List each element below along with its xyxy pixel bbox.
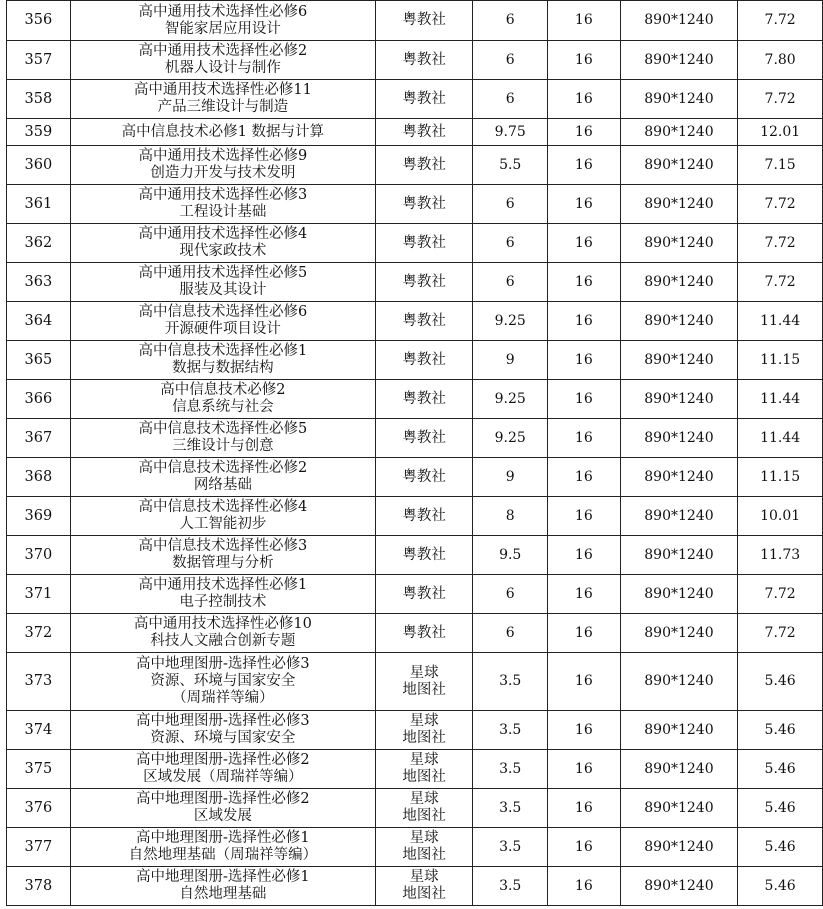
publisher-line: 粤教社 [402, 468, 446, 485]
book-title [70, 146, 375, 185]
row-number: 358 [7, 80, 71, 119]
publisher-line: 星球 [409, 713, 439, 729]
price: 11.44 [738, 302, 823, 341]
table-row [7, 828, 823, 867]
publisher-line: 粤教社 [402, 624, 446, 641]
price: 7.80 [738, 41, 823, 80]
book-title [70, 224, 375, 263]
table-row [7, 789, 823, 828]
book-title-line: 高中地理图册-选择性必修3 [136, 656, 310, 672]
row-number: 363 [7, 263, 71, 302]
format: 16 [548, 341, 621, 380]
paper-size: 890*1240 [620, 41, 738, 80]
publisher-line: 星球 [409, 869, 439, 885]
book-title-line: 数据与数据结构 [172, 360, 274, 376]
table-row [7, 419, 823, 458]
publisher-line: 粤教社 [402, 51, 446, 68]
book-title-line: 高中通用技术选择性必修4 [138, 226, 308, 242]
paper-size: 890*1240 [620, 711, 738, 750]
printed-sheets: 9 [473, 341, 548, 380]
book-title [70, 419, 375, 458]
book-title [70, 750, 375, 789]
book-title [70, 80, 375, 119]
book-title-line: 区域发展（周瑞祥等编） [143, 769, 303, 785]
publisher-line: 粤教社 [402, 312, 446, 329]
paper-size: 890*1240 [620, 867, 738, 906]
table-row [7, 536, 823, 575]
table-row [7, 750, 823, 789]
publisher [375, 614, 472, 653]
row-number: 377 [7, 828, 71, 867]
format: 16 [548, 1, 621, 41]
publisher [375, 789, 472, 828]
book-title-line: 高中通用技术选择性必修1 [138, 577, 308, 593]
publisher [375, 750, 472, 789]
paper-size: 890*1240 [620, 185, 738, 224]
row-number: 362 [7, 224, 71, 263]
printed-sheets: 5.5 [473, 146, 548, 185]
row-number: 360 [7, 146, 71, 185]
row-number: 370 [7, 536, 71, 575]
format: 16 [548, 419, 621, 458]
book-title-line: 高中地理图册-选择性必修2 [136, 791, 310, 807]
book-title-line: 产品三维设计与制造 [157, 99, 289, 115]
price: 7.72 [738, 614, 823, 653]
book-title-line: 高中信息技术选择性必修5 [138, 421, 308, 437]
printed-sheets: 8 [473, 497, 548, 536]
book-title [70, 789, 375, 828]
table-row [7, 119, 823, 146]
table-row [7, 224, 823, 263]
price: 5.46 [738, 653, 823, 711]
publisher [375, 119, 472, 146]
publisher-line: 星球 [409, 791, 439, 807]
paper-size: 890*1240 [620, 1, 738, 41]
book-title-line: 高中通用技术选择性必修5 [138, 265, 308, 281]
format: 16 [548, 536, 621, 575]
row-number: 375 [7, 750, 71, 789]
book-title-line: 开源硬件项目设计 [164, 321, 281, 337]
table-row [7, 380, 823, 419]
publisher [375, 263, 472, 302]
paper-size: 890*1240 [620, 614, 738, 653]
book-title [70, 828, 375, 867]
price: 5.46 [738, 711, 823, 750]
printed-sheets: 9.25 [473, 380, 548, 419]
book-title-line: （周瑞祥等编） [172, 690, 274, 706]
book-title-line: 自然地理基础 [179, 886, 267, 902]
table-row [7, 653, 823, 711]
paper-size: 890*1240 [620, 263, 738, 302]
format: 16 [548, 458, 621, 497]
paper-size: 890*1240 [620, 828, 738, 867]
book-title [70, 867, 375, 906]
price: 5.46 [738, 867, 823, 906]
printed-sheets: 9 [473, 458, 548, 497]
publisher [375, 575, 472, 614]
format: 16 [548, 302, 621, 341]
book-title-line: 高中通用技术选择性必修6 [138, 3, 308, 20]
price: 10.01 [738, 497, 823, 536]
paper-size: 890*1240 [620, 80, 738, 119]
printed-sheets: 3.5 [473, 789, 548, 828]
paper-size: 890*1240 [620, 119, 738, 146]
book-title-line: 资源、环境与国家安全 [150, 673, 296, 689]
book-title-line: 三维设计与创意 [172, 438, 274, 454]
book-title [70, 458, 375, 497]
paper-size: 890*1240 [620, 575, 738, 614]
publisher [375, 653, 472, 711]
price: 7.72 [738, 1, 823, 41]
price: 7.72 [738, 575, 823, 614]
format: 16 [548, 80, 621, 119]
price: 7.72 [738, 185, 823, 224]
printed-sheets: 6 [473, 224, 548, 263]
price: 5.46 [738, 828, 823, 867]
publisher [375, 302, 472, 341]
table-row [7, 867, 823, 906]
printed-sheets: 9.5 [473, 536, 548, 575]
price: 7.72 [738, 80, 823, 119]
book-title-line: 现代家政技术 [179, 243, 267, 259]
paper-size: 890*1240 [620, 653, 738, 711]
row-number: 365 [7, 341, 71, 380]
table-row [7, 711, 823, 750]
book-title-line: 高中信息技术必修1 数据与计算 [121, 123, 325, 140]
price: 7.72 [738, 263, 823, 302]
format: 16 [548, 497, 621, 536]
format: 16 [548, 711, 621, 750]
format: 16 [548, 146, 621, 185]
format: 16 [548, 575, 621, 614]
printed-sheets: 6 [473, 263, 548, 302]
publisher [375, 828, 472, 867]
publisher [375, 536, 472, 575]
publisher-line: 地图社 [402, 808, 446, 824]
book-title-line: 高中通用技术选择性必修3 [138, 187, 308, 203]
book-title [70, 341, 375, 380]
book-title-line: 网络基础 [193, 477, 252, 493]
paper-size: 890*1240 [620, 789, 738, 828]
paper-size: 890*1240 [620, 380, 738, 419]
printed-sheets: 6 [473, 80, 548, 119]
publisher [375, 458, 472, 497]
publisher-line: 粤教社 [402, 123, 446, 140]
book-title [70, 497, 375, 536]
publisher-line: 粤教社 [402, 12, 446, 28]
publisher [375, 224, 472, 263]
paper-size: 890*1240 [620, 497, 738, 536]
book-title-line: 高中信息技术选择性必修3 [138, 538, 308, 554]
table-row [7, 614, 823, 653]
paper-size: 890*1240 [620, 419, 738, 458]
table-body [7, 1, 823, 906]
printed-sheets: 3.5 [473, 867, 548, 906]
textbook-price-table [6, 0, 823, 906]
book-title-line: 科技人文融合创新专题 [150, 633, 296, 649]
table-row [7, 41, 823, 80]
row-number: 369 [7, 497, 71, 536]
publisher-line: 星球 [409, 664, 439, 681]
book-title-line: 高中通用技术选择性必修10 [133, 616, 312, 632]
publisher [375, 867, 472, 906]
paper-size: 890*1240 [620, 341, 738, 380]
printed-sheets: 9.75 [473, 119, 548, 146]
book-title-line: 高中通用技术选择性必修2 [138, 43, 308, 59]
paper-size: 890*1240 [620, 302, 738, 341]
printed-sheets: 6 [473, 41, 548, 80]
book-title-line: 高中地理图册-选择性必修1 [136, 830, 310, 846]
publisher [375, 146, 472, 185]
price: 7.15 [738, 146, 823, 185]
printed-sheets: 3.5 [473, 828, 548, 867]
book-title [70, 1, 375, 41]
row-number: 376 [7, 789, 71, 828]
publisher-line: 粤教社 [402, 156, 446, 173]
price: 5.46 [738, 750, 823, 789]
price: 12.01 [738, 119, 823, 146]
paper-size: 890*1240 [620, 750, 738, 789]
row-number: 359 [7, 119, 71, 146]
format: 16 [548, 380, 621, 419]
publisher [375, 41, 472, 80]
book-title-line: 高中地理图册-选择性必修3 [136, 713, 310, 729]
row-number: 364 [7, 302, 71, 341]
table-row [7, 458, 823, 497]
publisher-line: 粤教社 [402, 429, 446, 446]
price: 11.44 [738, 380, 823, 419]
printed-sheets: 3.5 [473, 653, 548, 711]
price: 7.72 [738, 224, 823, 263]
book-title [70, 614, 375, 653]
book-title-line: 信息系统与社会 [172, 399, 274, 415]
book-title-line: 区域发展 [193, 808, 252, 824]
book-title-line: 电子控制技术 [179, 594, 267, 610]
format: 16 [548, 224, 621, 263]
publisher [375, 711, 472, 750]
book-title [70, 653, 375, 711]
price: 11.15 [738, 341, 823, 380]
table-row [7, 146, 823, 185]
book-title [70, 119, 375, 146]
table-row [7, 302, 823, 341]
book-title-line: 创造力开发与技术发明 [150, 165, 296, 181]
row-number: 368 [7, 458, 71, 497]
book-title-line: 高中地理图册-选择性必修2 [136, 752, 310, 768]
row-number: 366 [7, 380, 71, 419]
format: 16 [548, 263, 621, 302]
price: 5.46 [738, 789, 823, 828]
publisher-line: 地图社 [402, 847, 446, 863]
row-number: 378 [7, 867, 71, 906]
publisher-line: 地图社 [402, 681, 446, 698]
format: 16 [548, 185, 621, 224]
book-title-line: 高中信息技术选择性必修2 [138, 460, 308, 476]
row-number: 357 [7, 41, 71, 80]
row-number: 361 [7, 185, 71, 224]
book-title-line: 智能家居应用设计 [164, 20, 281, 37]
publisher-line: 粤教社 [402, 390, 446, 407]
book-title [70, 380, 375, 419]
book-title-line: 高中信息技术选择性必修4 [138, 499, 308, 515]
format: 16 [548, 119, 621, 146]
book-title-line: 高中通用技术选择性必修11 [133, 82, 312, 98]
publisher-line: 粤教社 [402, 273, 446, 290]
row-number: 356 [7, 1, 71, 41]
book-title-line: 高中信息技术必修2 [160, 382, 286, 398]
price: 11.73 [738, 536, 823, 575]
printed-sheets: 6 [473, 185, 548, 224]
publisher-line: 粤教社 [402, 234, 446, 251]
row-number: 372 [7, 614, 71, 653]
book-title-line: 自然地理基础（周瑞祥等编） [128, 847, 318, 863]
publisher-line: 粤教社 [402, 507, 446, 524]
publisher-line: 粤教社 [402, 351, 446, 368]
row-number: 374 [7, 711, 71, 750]
publisher [375, 185, 472, 224]
format: 16 [548, 789, 621, 828]
book-title-line: 机器人设计与制作 [164, 60, 281, 76]
format: 16 [548, 653, 621, 711]
table-row [7, 185, 823, 224]
book-title [70, 263, 375, 302]
table-row [7, 263, 823, 302]
format: 16 [548, 41, 621, 80]
table-row [7, 575, 823, 614]
row-number: 373 [7, 653, 71, 711]
publisher [375, 380, 472, 419]
format: 16 [548, 828, 621, 867]
table-row [7, 497, 823, 536]
book-title [70, 536, 375, 575]
publisher [375, 80, 472, 119]
book-title-line: 高中地理图册-选择性必修1 [136, 869, 310, 885]
book-title [70, 711, 375, 750]
paper-size: 890*1240 [620, 146, 738, 185]
book-title-line: 数据管理与分析 [172, 555, 274, 571]
book-title [70, 41, 375, 80]
printed-sheets: 6 [473, 1, 548, 41]
printed-sheets: 3.5 [473, 750, 548, 789]
publisher-line: 粤教社 [402, 585, 446, 602]
table-row [7, 341, 823, 380]
book-title-line: 高中通用技术选择性必修9 [138, 148, 308, 164]
book-title-line: 人工智能初步 [179, 516, 267, 532]
publisher [375, 1, 472, 41]
publisher [375, 419, 472, 458]
publisher-line: 粤教社 [402, 195, 446, 212]
publisher-line: 粤教社 [402, 546, 446, 563]
publisher-line: 星球 [409, 752, 439, 768]
table-row [7, 1, 823, 41]
printed-sheets: 3.5 [473, 711, 548, 750]
format: 16 [548, 867, 621, 906]
publisher [375, 341, 472, 380]
printed-sheets: 6 [473, 614, 548, 653]
book-title-line: 资源、环境与国家安全 [150, 730, 296, 746]
book-title [70, 575, 375, 614]
format: 16 [548, 614, 621, 653]
publisher-line: 地图社 [402, 886, 446, 902]
format: 16 [548, 750, 621, 789]
publisher-line: 星球 [409, 830, 439, 846]
printed-sheets: 6 [473, 575, 548, 614]
book-title-line: 高中信息技术选择性必修1 [138, 343, 308, 359]
publisher-line: 地图社 [402, 730, 446, 746]
table-row [7, 80, 823, 119]
row-number: 371 [7, 575, 71, 614]
row-number: 367 [7, 419, 71, 458]
paper-size: 890*1240 [620, 536, 738, 575]
paper-size: 890*1240 [620, 458, 738, 497]
book-title [70, 302, 375, 341]
price: 11.44 [738, 419, 823, 458]
printed-sheets: 9.25 [473, 302, 548, 341]
price: 11.15 [738, 458, 823, 497]
publisher-line: 粤教社 [402, 90, 446, 107]
paper-size: 890*1240 [620, 224, 738, 263]
printed-sheets: 9.25 [473, 419, 548, 458]
book-title [70, 185, 375, 224]
publisher-line: 地图社 [402, 769, 446, 785]
book-title-line: 服装及其设计 [179, 282, 267, 298]
publisher [375, 497, 472, 536]
book-title-line: 工程设计基础 [179, 204, 267, 220]
book-title-line: 高中信息技术选择性必修6 [138, 304, 308, 320]
